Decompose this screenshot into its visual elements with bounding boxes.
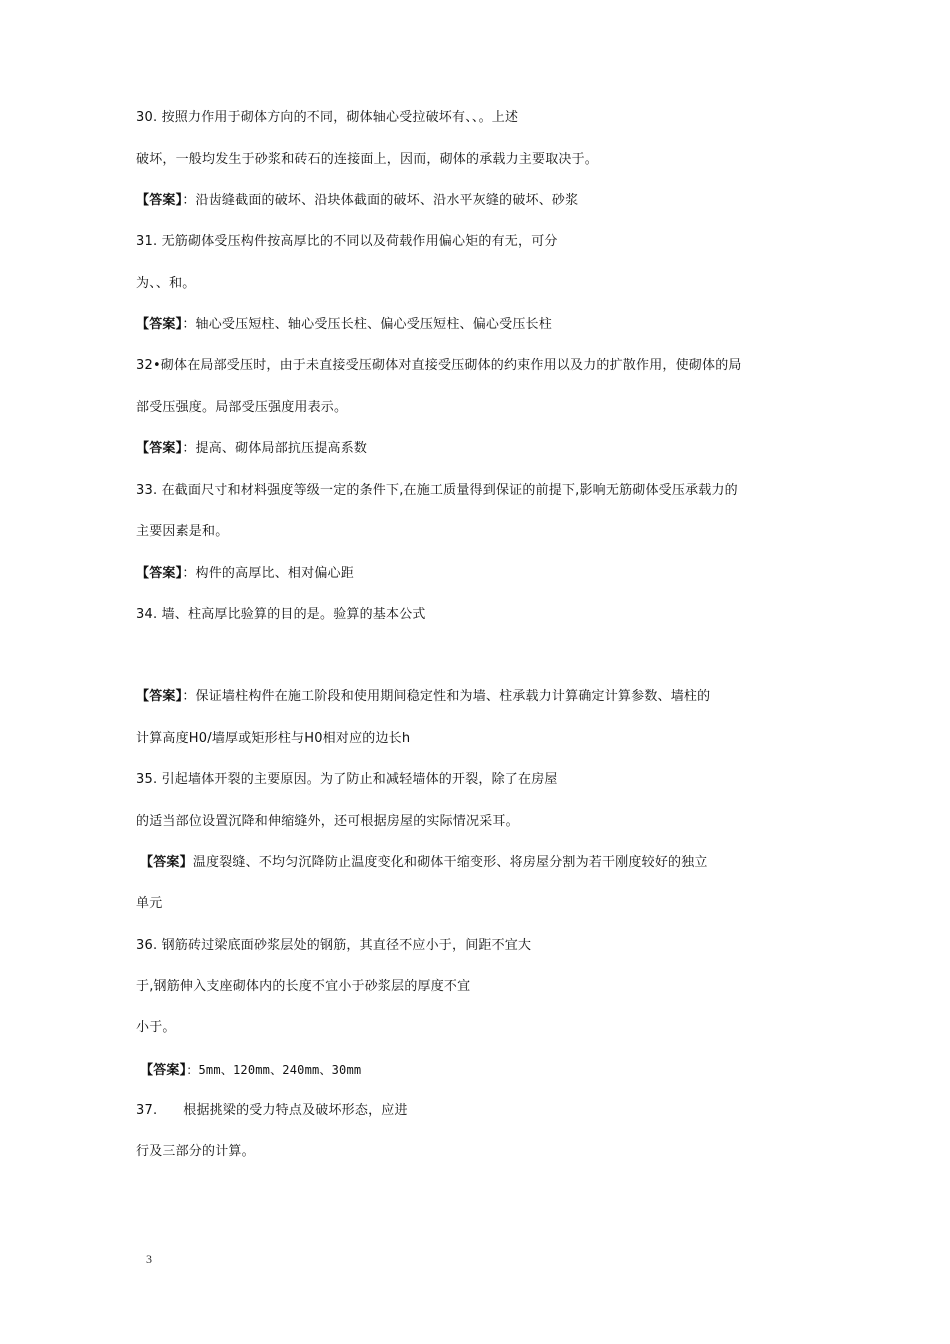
- text-line: 33. 在截面尺寸和材料强度等级一定的条件下,在施工质量得到保证的前提下,影响无筋砌体受压承载力的: [136, 483, 738, 498]
- text-line: 破坏，一般均发生于砂浆和砖石的连接面上，因而，砌体的承载力主要取决于。: [136, 152, 599, 167]
- answer-line: [136, 565, 354, 583]
- answer-line: [140, 854, 708, 872]
- text-line: 主要因素是和。: [136, 524, 229, 539]
- answer-label: 【答案】: [140, 1063, 187, 1078]
- answer-label: 【答案】: [136, 566, 183, 581]
- text-line: 的适当部位设置沉降和伸缩缝外，还可根据房屋的实际情况采耳。: [136, 814, 519, 829]
- answer-label: 【答案】: [136, 441, 183, 456]
- answer-label: 【答案】: [140, 855, 193, 870]
- answer-line: [140, 1061, 361, 1080]
- text-line: 小于。: [136, 1020, 176, 1035]
- answer-label: 【答案】: [136, 689, 183, 704]
- answer-text: ：沿齿缝截面的破坏、沿块体截面的破坏、沿水平灰缝的破坏、砂浆: [182, 193, 579, 208]
- text-line: 35. 引起墙体开裂的主要原因。为了防止和减轻墙体的开裂，除了在房屋: [136, 772, 558, 787]
- answer-text: ：提高、砌体局部抗压提高系数: [182, 441, 368, 456]
- text-line: 36. 钢筋砖过梁底面砂浆层处的钢筋，其直径不应小于，间距不宜大: [136, 938, 532, 953]
- text-line: 于,钢筋伸入支座砌体内的长度不宜小于砂浆层的厚度不宜: [136, 979, 471, 994]
- text-line: 部受压强度。局部受压强度用表示。: [136, 400, 348, 415]
- answer-text: 温度裂缝、不均匀沉降防止温度变化和砌体干缩变形、将房屋分割为若干刚度较好的独立: [192, 855, 708, 870]
- text-line: 单元: [136, 896, 163, 911]
- answer-label: 【答案】: [136, 317, 183, 332]
- text-line: 31. 无筋砌体受压构件按高厚比的不同以及荷载作用偏心矩的有无，可分: [136, 234, 558, 249]
- answer-text: ：构件的高厚比、相对偏心距: [182, 566, 354, 581]
- answer-line: [136, 688, 710, 706]
- text-line: 30. 按照力作用于砌体方向的不同，砌体轴心受拉破坏有、、。上述: [136, 110, 519, 125]
- answer-text: ：保证墙柱构件在施工阶段和使用期间稳定性和为墙、柱承载力计算确定计算参数、墙柱的: [182, 689, 711, 704]
- page-number: 3: [146, 1252, 152, 1266]
- text-line: 34. 墙、柱高厚比验算的目的是。验算的基本公式: [136, 607, 426, 622]
- answer-text: ：轴心受压短柱、轴心受压长柱、偏心受压短柱、偏心受压长柱: [182, 317, 552, 332]
- answer-line: [136, 316, 552, 334]
- answer-line: [136, 440, 367, 458]
- answer-line: [136, 192, 578, 210]
- answer-label: 【答案】: [136, 193, 183, 208]
- text-line: 计算高度H0/墙厚或矩形柱与H0相对应的边长h: [136, 731, 411, 746]
- text-line: 行及三部分的计算。: [136, 1144, 255, 1159]
- text-line: 37. 根据挑梁的受力特点及破坏形态，应进: [136, 1103, 408, 1118]
- answer-text: ：5mm、120mm、240mm、30mm: [186, 1063, 362, 1077]
- text-line: 32•砌体在局部受压时，由于未直接受压砌体对直接受压砌体的约束作用以及力的扩散作用，使砌体的局: [136, 358, 742, 373]
- text-line: 为、、和。: [136, 276, 196, 291]
